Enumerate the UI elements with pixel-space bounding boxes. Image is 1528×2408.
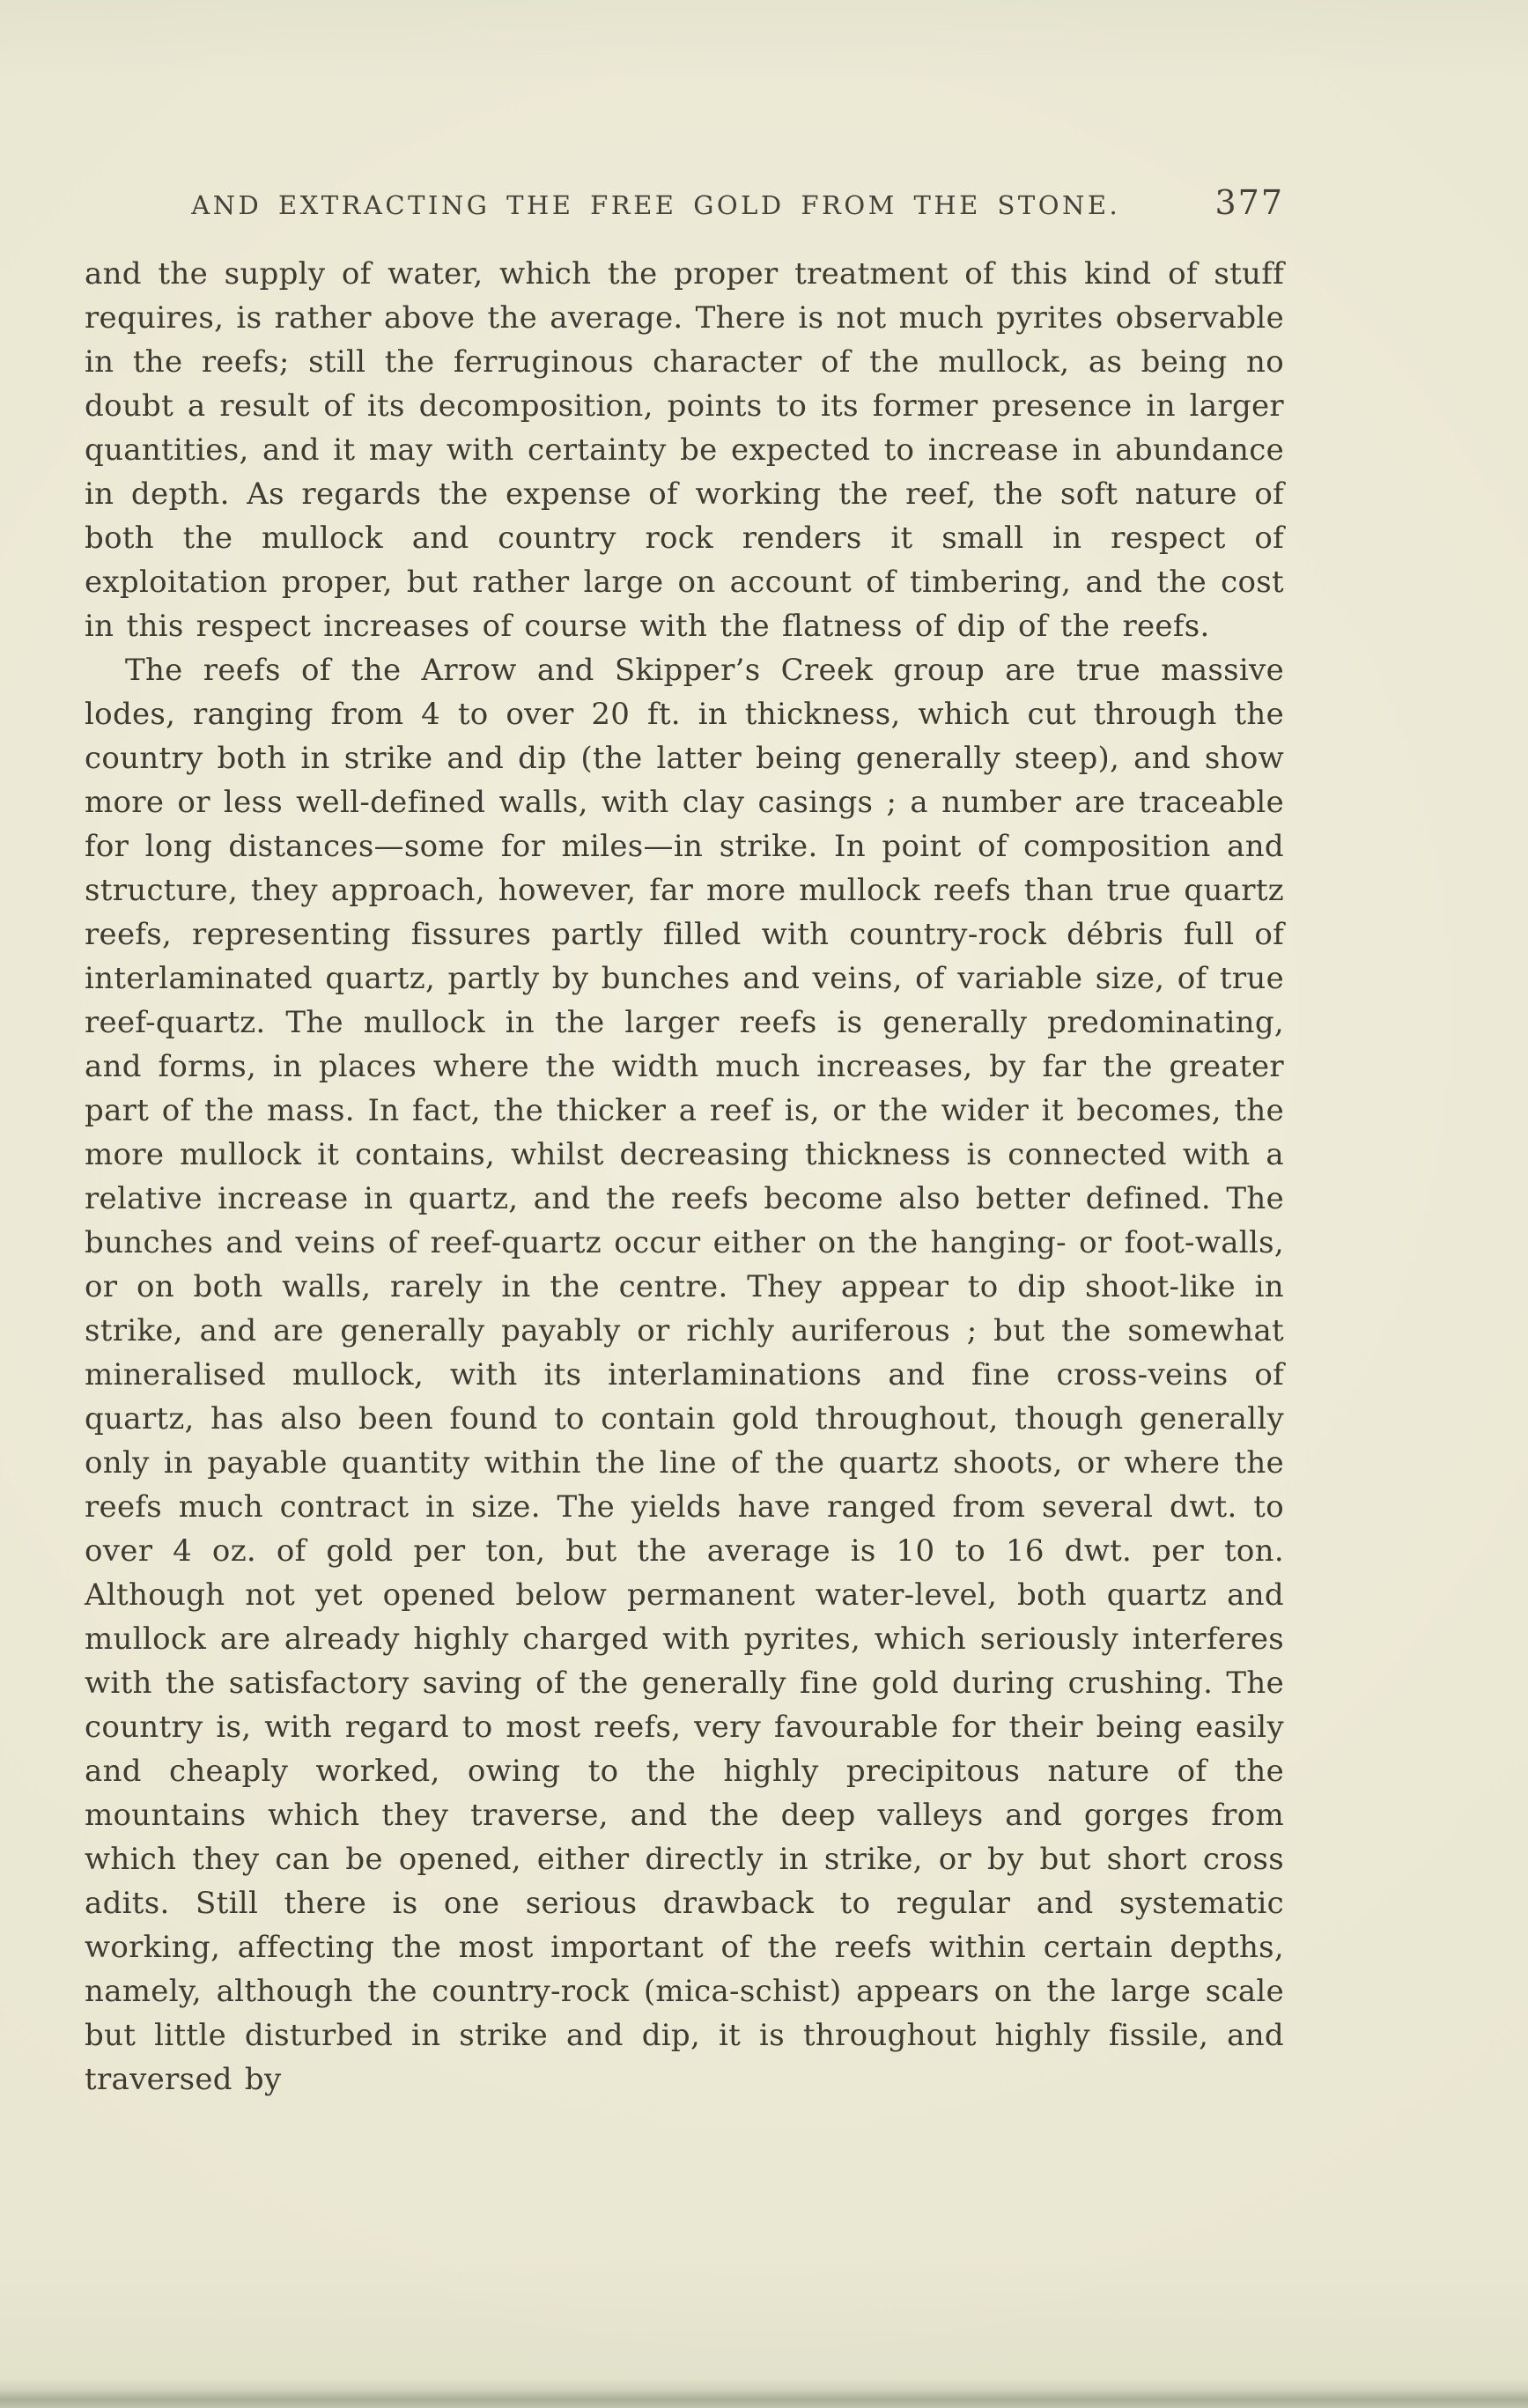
running-header-title: AND EXTRACTING THE FREE GOLD FROM THE STONE. <box>191 190 1121 220</box>
paragraph: The reefs of the Arrow and Skipper’s Creek group are true massive lodes, ranging from 4 to over 20 ft. in thickness, which cut through the country both in strike and dip (the latter being generally steep), and show more or less well-defined walls, with clay casings ; a number are traceable for long distances—some for miles—in strike. In point of composition and structure, they approach, however, far more mullock reefs than true quartz reefs, representing fissures partly filled with country-rock débris full of interlaminated quartz, partly by bunches and veins, of variable size, of true reef-quartz. The mullock in the larger reefs is generally predominating, and forms, in places where the width much increases, by far the greater part of the mass. In fact, the thicker a reef is, or the wider it becomes, the more mullock it contains, whilst decreasing thickness is connected with a relative increase in quartz, and the reefs become also better defined. The bunches and veins of reef-quartz occur either on the hanging- or foot-walls, or on both walls, rarely in the centre. They appear to dip shoot-like in strike, and are generally payably or richly auriferous ; but the somewhat mineralised mullock, with its interlaminations and fine cross-veins of quartz, has also been found to contain gold throughout, though generally only in payable quantity within the line of the quartz shoots, or where the reefs much contract in size. The yields have ranged from several dwt. to over 4 oz. of gold per ton, but the average is 10 to 16 dwt. per ton. Although not yet opened below permanent water-level, both quartz and mullock are already highly charged with pyrites, which seriously interferes with the satisfactory saving of the generally fine gold during crushing. The country is, with regard to most reefs, very favourable for their being easily and cheaply worked, owing to the highly precipitous nature of the mountains which they traverse, and the deep valleys and gorges from which they can be opened, either directly in strike, or by but short cross adits. Still there is one serious drawback to regular and systematic working, affecting the most important of the reefs within certain depths, namely, although the country-rock (mica-schist) appears on the large scale but little disturbed in strike and dip, it is throughout highly fissile, and traversed by <box>85 653 1284 2097</box>
body-text <box>85 252 1284 2101</box>
running-header <box>85 183 1284 222</box>
text-column <box>85 183 1284 2101</box>
page-number: 377 <box>1214 183 1284 222</box>
paragraph-continuation: and the supply of water, which the proper treatment of this kind of stuff requires, is rather above the average. There is not much pyrites observable in the reefs; still the ferruginous character of the mullock, as being no doubt a result of its decomposition, points to its former presence in larger quantities, and it may with certainty be expected to increase in abundance in depth. As regards the expense of working the reef, the soft nature of both the mullock and country rock renders it small in respect of exploitation proper, but rather large on account of timbering, and the cost in this respect increases of course with the flatness of dip of the reefs. <box>85 256 1284 644</box>
scan-bottom-edge-shadow <box>0 2378 1528 2408</box>
